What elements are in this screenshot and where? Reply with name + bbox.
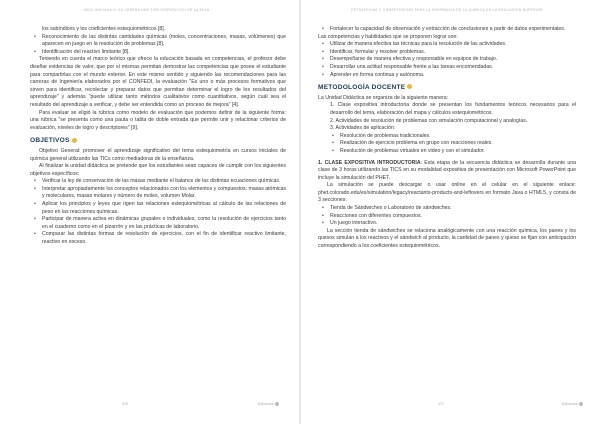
sections-list xyxy=(318,205,576,228)
brand-text: Ediciones xyxy=(258,402,274,406)
right-running-head: ESTRATEGIAS Y COMPETENCIAS PARA LA ENSEÑANZA DE LA QUÍMICA EN LA EDUCACIÓN SUPERIOR xyxy=(351,8,543,12)
objectives-list xyxy=(30,178,286,246)
left-running-head: MISC INICIADA III SO LEBRRA UNE 2025 DISPOSICIÓN DE LA AULA xyxy=(84,8,210,12)
methodology-heading xyxy=(318,84,576,92)
right-footer-brand xyxy=(562,402,583,406)
intro-class-title: 1. CLASE EXPOSITIVA INTRODUCTORIA xyxy=(318,159,421,166)
list-item: • Comparar las distintas formas de resolución de ejercicios, con el fin de identificar reactivo limitante, reactivo en exceso. xyxy=(30,231,286,246)
list-item: • Identificar, formular y resolver problemas. xyxy=(318,49,576,57)
paragraph-unit-organization: La Unidad Didáctica se organiza de la siguiente manera: xyxy=(318,94,449,101)
paragraph-intro-class xyxy=(318,160,576,183)
list-item: • Desempeñarse de manera efectiva y responsable en equipos de trabajo. xyxy=(318,56,576,64)
brand-logo-icon xyxy=(579,402,583,406)
list-item: • Un juego interactivo. xyxy=(318,220,576,228)
left-top-bullet-list xyxy=(30,26,286,56)
list-item: • Resolución de problemas tradicionales. xyxy=(318,133,576,141)
list-item: 2. Actividades de resolución de problemas con simulación computacional y analogías. xyxy=(330,117,528,124)
list-item: 3. Actividades de aplicación: xyxy=(330,125,396,132)
right-top-bullet-list xyxy=(318,26,576,34)
intro-class-body: : Esta etapa de la secuencia didáctica se desarrolla durante una clase de 3 horas utilizando las TICS en su modalidad expositiva de presentación con Microsoft PowerPoint que incluye la simulación del PHET. xyxy=(318,159,576,181)
steps-list xyxy=(318,102,576,132)
list-item: • Verificar la ley de conservación de las masas mediante el balance de las distintas ecuaciones químicas. xyxy=(30,178,286,186)
list-item: • Reconocimiento de las distintas cantidades químicas (moles, concentraciones, masas, volúmenes) que aparecen en juego en la resolución de problemas [8]. xyxy=(30,34,286,49)
paragraph-simulation: La simulación se puede descargar o usar online en el celular en el siguiente enlace: phet.colorado.edu/es/simulation/legacy/reactants-products-and-leftovers en formato Java o HTML5, y consta de 3 secciones: xyxy=(318,182,576,204)
list-item: • Interpretar apropiadamente los conceptos relacionados con los elementos y compuestos: masas atómicas y moleculares, masas molares y número de moles, volumen Molar. xyxy=(30,186,286,201)
left-page-number: 476 xyxy=(122,402,128,406)
paragraph-rubric: Para evaluar se eligió la rúbrica como modelo de evaluación que podemos definir de la siguiente forma: una rúbrica "se presenta como una pauta o tabla de doble entrada que permite unir y relacionar criterios de evaluación, niveles de logro y descriptores" [9]. xyxy=(30,109,286,131)
list-item: • Utilizar de manera efectiva las técnicas para la resolución de las actividades. xyxy=(318,41,576,49)
sub-steps-list xyxy=(318,133,576,156)
list-item: • Desarrollar una actitud responsable frente a las tareas encomendadas. xyxy=(318,64,576,72)
list-item: • Resolución de problemas virtuales en video y con el simulador. xyxy=(318,148,576,156)
list-item: • Aprender en forma continua y autónoma. xyxy=(318,72,576,80)
list-item: • Aplicar los principios y leyes que rigen las relaciones estequiométricas al cálculo de las relaciones de peso en las reacciones químicas. xyxy=(30,201,286,216)
list-item: • Reacciones con diferentes compuestos. xyxy=(318,213,576,221)
list-item: • Realización de ejercicio problema en grupo con reacciones reales. xyxy=(318,140,576,148)
right-page-content xyxy=(318,26,576,251)
methodology-heading-text: METODOLOGÍA DOCENTE xyxy=(318,84,406,92)
list-item: 1. Clase expositiva introductoria donde se presentan los fundamentos teóricos necesarios para el desarrollo del tema, elaboración del mapa y cálculos estequiométricos. xyxy=(330,102,576,116)
list-item: • Fortalecer la capacidad de observación y extracción de conclusiones a partir de datos experimentales. xyxy=(318,26,576,34)
paragraph-competencies-evaluation: Teniendo en cuenta el marco teórico que ofrece la educación basada en competencias, el profesor debe diseñar evidencias de valor, que por sí mismas permitan demostrar las competencias que posee el estudiante para compartirlas con el mundo exterior. En este mismo sentido y siguiendo las recomendaciones para las carreras de Ingeniería elaborados por el CONFEDI, la evaluación "Es uno o más procesos formativos que sirven para identificar, recolectar y preparar datos que permitan determinar el logro de los resultados del aprendizaje" y además "puede utilizar tanto métodos cualitativos como cuantitativos, según cuál sea el resultado del aprendizaje a verificar, y debe ser entendida como un proceso de mejora" [4]. xyxy=(30,56,286,108)
brand-text: Ediciones xyxy=(562,402,578,406)
list-item: • Identificación del reactivo limitante [8]. xyxy=(30,49,286,57)
competencies-list xyxy=(318,41,576,79)
paragraph-competencies-intro: Las competencias y habilidades que se proponen lograr son: xyxy=(318,33,458,40)
paragraph-specific-intro: Al finalizar la unidad didáctica se pretende que los estudiantes sean capaces de cumplir con los siguientes objetivos específicos: xyxy=(30,163,286,177)
paragraph-sandwich-analogy: La sección tienda de sándwiches se relaciona analógicamente con una reacción química, los panes y los quesos simulan a los reactivos y el sándwich al producto, la cantidad de panes y queso se fijan con anticipación correspondiendo a los coeficientes estequiométricos. xyxy=(318,227,576,250)
paragraph-general-objective: Objetivo General: promover el aprendizaje significativo del tema estequiometría en cursos iniciales de química general utilizando las TICs como mediadoras de la enseñanza. xyxy=(30,147,286,162)
heading-dot-icon xyxy=(72,138,77,143)
right-page-number: 477 xyxy=(438,402,444,406)
brand-logo-icon xyxy=(275,402,279,406)
heading-dot-icon xyxy=(407,84,412,89)
list-item: los subíndices y los coeficientes estequiométricos [8]. xyxy=(42,26,166,32)
left-page-content xyxy=(30,26,286,247)
left-footer-brand xyxy=(258,402,279,406)
list-item: • Tienda de Sándwiches o Laboratorio de sándwiches. xyxy=(318,205,576,213)
objectives-heading-text: OBJETIVOS xyxy=(30,137,70,145)
list-item: • Participar de manera activa en dinámicas grupales o individuales, como la resolución de ejercicios tanto en el cuaderno como en el pizarrón y en las prácticas de laboratorio. xyxy=(30,216,286,231)
right-page xyxy=(300,0,600,424)
objectives-heading xyxy=(30,137,286,145)
